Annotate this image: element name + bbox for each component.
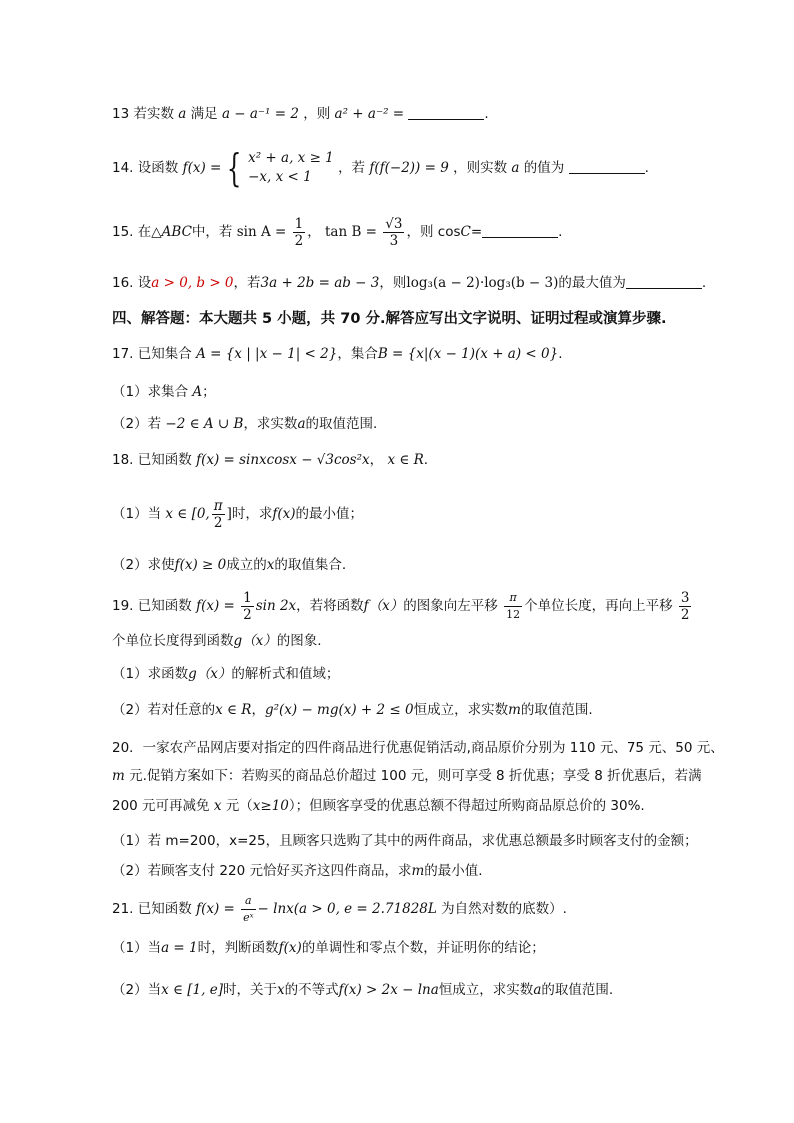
question-17-part-1 — [112, 382, 216, 402]
q20-line-3c: ）；但顾客享受的优惠总额不得超过所购商品原总价的 30%. — [288, 798, 645, 814]
q21-p2-text-3: 的不等式 — [284, 982, 339, 998]
q21-p2-expression: f(x) > 2x − lna — [338, 982, 439, 998]
q18-p1-fx: f(x) — [272, 506, 296, 522]
q18-p2-text: 求使 — [147, 557, 175, 573]
q21-p1-condition: a = 1 — [161, 940, 198, 956]
numerator: 1 — [294, 215, 304, 232]
part-number: （1） — [112, 940, 148, 956]
fraction — [293, 216, 306, 249]
q19-p2-text-2: ， — [251, 702, 265, 718]
q21-p2-text-2: 时，关于 — [222, 982, 277, 998]
numerator: π — [213, 497, 223, 514]
part-number: （1） — [112, 666, 148, 682]
q14-fx: f(x) = — [182, 160, 222, 176]
q16-condition-1: a > 0, b > 0 — [151, 275, 234, 291]
answer-blank — [626, 274, 702, 289]
question-21-part-1 — [112, 938, 545, 958]
q14-text-4: 的值为 — [523, 160, 565, 176]
q21-p2-text-5: 的取值范围. — [541, 982, 614, 998]
answer-blank — [569, 159, 645, 174]
part-number: （2） — [112, 557, 148, 573]
numerator: π — [504, 590, 522, 607]
numerator: 1 — [243, 589, 252, 606]
q18-end: . — [423, 452, 429, 468]
q21-p1-text: 当 — [147, 940, 162, 956]
fraction — [212, 498, 225, 531]
q19-p2-var: m — [508, 702, 521, 718]
q16-end: . — [701, 275, 707, 291]
q19-text-4: 个单位长度，再向上平移 — [524, 598, 673, 614]
q15-c: C — [460, 224, 471, 240]
q17-p1-end: ； — [202, 384, 216, 400]
q17-p2-text-3: 的取值范围. — [305, 416, 378, 432]
question-number: 15. — [112, 224, 134, 240]
fraction — [241, 893, 255, 926]
q17-text-2: ，集合 — [337, 346, 378, 362]
q15-text: 在△ — [137, 224, 162, 240]
question-17-part-2 — [112, 414, 377, 434]
question-17 — [112, 344, 562, 364]
question-19-line-2 — [112, 631, 322, 651]
q18-p1-text: 当 — [147, 506, 162, 522]
q20-p2-text-2: 的最小值. — [424, 863, 483, 879]
question-number: 21. — [112, 901, 134, 917]
q17-p2-text-2: ，求实数 — [243, 416, 298, 432]
q20-p1-text: 若 m=200，x=25，且顾客只选购了其中的两件商品，求优惠总额最多时顾客支付的金额； — [147, 833, 698, 849]
q21-fx: f(x) = — [196, 901, 235, 917]
q19-sin: sin 2x — [255, 598, 297, 614]
question-number: 17. — [112, 346, 134, 362]
fraction — [383, 216, 404, 249]
q19-p1-text: 求函数 — [147, 666, 189, 682]
q20-line-3a: 200 元可再减免 — [112, 798, 214, 814]
question-20-line-2 — [112, 766, 702, 786]
q18-p2-expression: f(x) ≥ 0 — [174, 557, 227, 573]
fraction — [679, 590, 692, 623]
numerator: √3 — [385, 215, 403, 232]
question-number: 14. — [112, 160, 134, 176]
question-number: 19. — [112, 598, 134, 614]
denominator: 2 — [680, 606, 690, 623]
q18-p1-interval-right: ] — [226, 506, 232, 522]
q18-p2-text-2: 成立的 — [226, 557, 267, 573]
part-number: （1） — [112, 833, 148, 849]
q21-expression: − lnx(a > 0, e = 2.71828L — [257, 901, 437, 917]
q14-case-1: x² + a, x ≥ 1 — [248, 150, 334, 166]
q21-text-2: 为自然对数的底数）. — [441, 901, 567, 917]
part-number: （1） — [112, 506, 148, 522]
q21-p1-fx: f(x) — [278, 940, 302, 956]
denominator: 2 — [294, 232, 304, 249]
q21-p1-text-2: 时，判断函数 — [197, 940, 279, 956]
brace-symbol: { — [226, 146, 241, 190]
denominator: 3 — [389, 232, 399, 249]
q14-end: . — [644, 160, 649, 176]
q19-line-2b: 的图象. — [276, 633, 322, 649]
section-heading: 四、解答题：本大题共 5 小题，共 70 分.解答应写出文字说明、证明过程或演算步骤. — [112, 311, 667, 327]
q20-m: m — [112, 768, 125, 784]
q14-case-2: −x, x < 1 — [248, 169, 312, 185]
q15-sinA: sin A = — [236, 224, 287, 240]
q15-end: . — [558, 224, 563, 240]
q20-x: x — [213, 798, 222, 814]
part-number: （2） — [112, 863, 148, 879]
q20-p2-text: 若顾客支付 220 元恰好买齐这四件商品，求 — [147, 863, 412, 879]
denominator: eˣ — [243, 910, 254, 924]
q14-text-2: ，若 — [338, 160, 366, 176]
q16-text: 设 — [137, 275, 152, 291]
q13-condition: a − a⁻¹ = 2 — [221, 106, 299, 122]
fraction — [504, 590, 522, 623]
question-16 — [112, 273, 706, 293]
q17-set-a: A = {x | |x − 1| < 2} — [196, 346, 338, 362]
q21-p2-text: 当 — [147, 982, 162, 998]
question-19 — [112, 586, 693, 626]
q17-p1-text: 求集合 — [147, 384, 189, 400]
q17-text: 已知集合 — [137, 346, 192, 362]
question-20-part-1 — [112, 831, 698, 851]
q18-p1-text-2: 时，求 — [231, 506, 273, 522]
q13-end: . — [484, 106, 489, 122]
q21-p2-x: x — [276, 982, 285, 998]
q21-p2-var: a — [533, 982, 542, 998]
q15-tanB: tan B = — [325, 224, 377, 240]
q13-var-a: a — [178, 106, 187, 122]
question-18 — [112, 450, 428, 470]
question-19-part-2 — [112, 700, 593, 720]
part-number: （1） — [112, 384, 148, 400]
q18-p1-text-3: 的最小值； — [295, 506, 364, 522]
q21-p2-text-4: 恒成立，求实数 — [438, 982, 534, 998]
question-18-part-1 — [112, 494, 363, 534]
q21-p2-interval: x ∈ [1, e] — [161, 982, 223, 998]
question-number: 18. — [112, 452, 134, 468]
q18-text: 已知函数 — [137, 452, 192, 468]
q16-text-4: 的最大值为 — [558, 275, 626, 291]
q19-text-3: 的图象向左平移 — [403, 598, 498, 614]
q15-sep: ， — [307, 224, 321, 240]
q14-var-a: a — [511, 160, 520, 176]
q19-line-2: 个单位长度得到函数 — [112, 633, 234, 649]
q20-line-3b: 元（ — [221, 798, 253, 814]
q17-p1-var: A — [192, 384, 203, 400]
question-14 — [112, 148, 649, 188]
q19-p2-text-4: 的取值范围. — [520, 702, 593, 718]
q16-text-2: ，若 — [233, 275, 261, 291]
q19-fx: f(x) = — [196, 598, 235, 614]
numerator: 3 — [680, 589, 690, 606]
numerator: a — [241, 893, 255, 910]
q15-text-4: = — [470, 224, 483, 240]
q20-condition: x≥10 — [252, 798, 289, 814]
q14-condition: f(f(−2)) = 9 — [369, 160, 449, 176]
q18-p2-var: x — [266, 557, 275, 573]
q14-text-3: ，则实数 — [453, 160, 508, 176]
q21-text: 已知函数 — [137, 901, 192, 917]
q18-expression: f(x) = sinxcosx − √3cos²x — [196, 452, 370, 468]
answer-blank — [482, 223, 558, 238]
question-21-part-2 — [112, 980, 613, 1000]
q16-expression: log₃(a − 2)·log₃(b − 3) — [406, 275, 559, 291]
q15-abc: ABC — [161, 224, 192, 240]
q14-text: 设函数 — [137, 160, 179, 176]
q18-p1-interval-left: x ∈ [0, — [165, 506, 210, 522]
q19-p1-gx: g（x） — [188, 666, 232, 682]
q18-sep: ， — [369, 452, 384, 468]
part-number: （2） — [112, 982, 148, 998]
q19-fx-2: f（x） — [363, 598, 404, 614]
q14-piecewise — [248, 149, 334, 187]
q17-set-b: B = {x|(x − 1)(x + a) < 0} — [377, 346, 559, 362]
question-20-line-3 — [112, 796, 645, 816]
question-20-line-1: 20．一家农产品网店要对指定的四件商品进行优惠促销活动,商品原价分别为 110 元、75 元、50 元、 — [112, 740, 724, 756]
q18-domain: x ∈ R — [387, 452, 424, 468]
q19-p1-text-2: 的解析式和值域； — [231, 666, 340, 682]
part-number: （2） — [112, 416, 148, 432]
q15-text-2: 中，若 — [191, 224, 233, 240]
q19-p2-expression: g²(x) − mg(x) + 2 ≤ 0 — [264, 702, 414, 718]
question-18-part-2 — [112, 555, 346, 575]
q17-p2-var: a — [297, 416, 306, 432]
denominator: 12 — [506, 607, 521, 621]
q19-text-2: ，若将函数 — [296, 598, 364, 614]
q13-expression: a² + a⁻² = — [334, 106, 405, 122]
denominator: 2 — [213, 514, 223, 531]
q18-p2-text-3: 的取值集合. — [274, 557, 347, 573]
q21-p1-text-3: 的单调性和零点个数，并证明你的结论； — [301, 940, 545, 956]
q20-p2-m: m — [411, 863, 425, 879]
q13-text-2: 满足 — [190, 106, 218, 122]
question-number: 16. — [112, 275, 134, 291]
q17-p2-text: 若 — [147, 416, 162, 432]
q19-p2-domain: x ∈ R — [215, 702, 252, 718]
q19-p2-text: 若对任意的 — [147, 702, 216, 718]
q19-p2-text-3: 恒成立，求实数 — [413, 702, 509, 718]
q19-gx: g（x） — [233, 633, 277, 649]
question-20-part-2 — [112, 861, 483, 881]
answer-blank — [408, 105, 484, 120]
question-13 — [112, 104, 489, 124]
question-15 — [112, 212, 562, 252]
q16-condition-2: 3a + 2b = ab − 3 — [260, 275, 380, 291]
denominator: 2 — [243, 606, 252, 623]
question-19-part-1 — [112, 664, 339, 684]
q16-text-3: ，则 — [379, 275, 407, 291]
question-number: 13 — [112, 106, 130, 122]
q17-end: . — [558, 346, 563, 362]
q15-text-3: ，则 cos — [406, 224, 461, 240]
part-number: （2） — [112, 702, 148, 718]
q13-text-3: ，则 — [303, 106, 331, 122]
q20-line-2: 元.促销方案如下：若购买的商品总价超过 100 元，则可享受 8 折优惠；享受 8 折优惠后，若满 — [124, 768, 702, 784]
q19-text: 已知函数 — [137, 598, 192, 614]
fraction — [241, 590, 254, 623]
q17-p2-expression: −2 ∈ A ∪ B — [165, 416, 244, 432]
q13-text: 若实数 — [133, 106, 174, 122]
question-21 — [112, 892, 567, 926]
